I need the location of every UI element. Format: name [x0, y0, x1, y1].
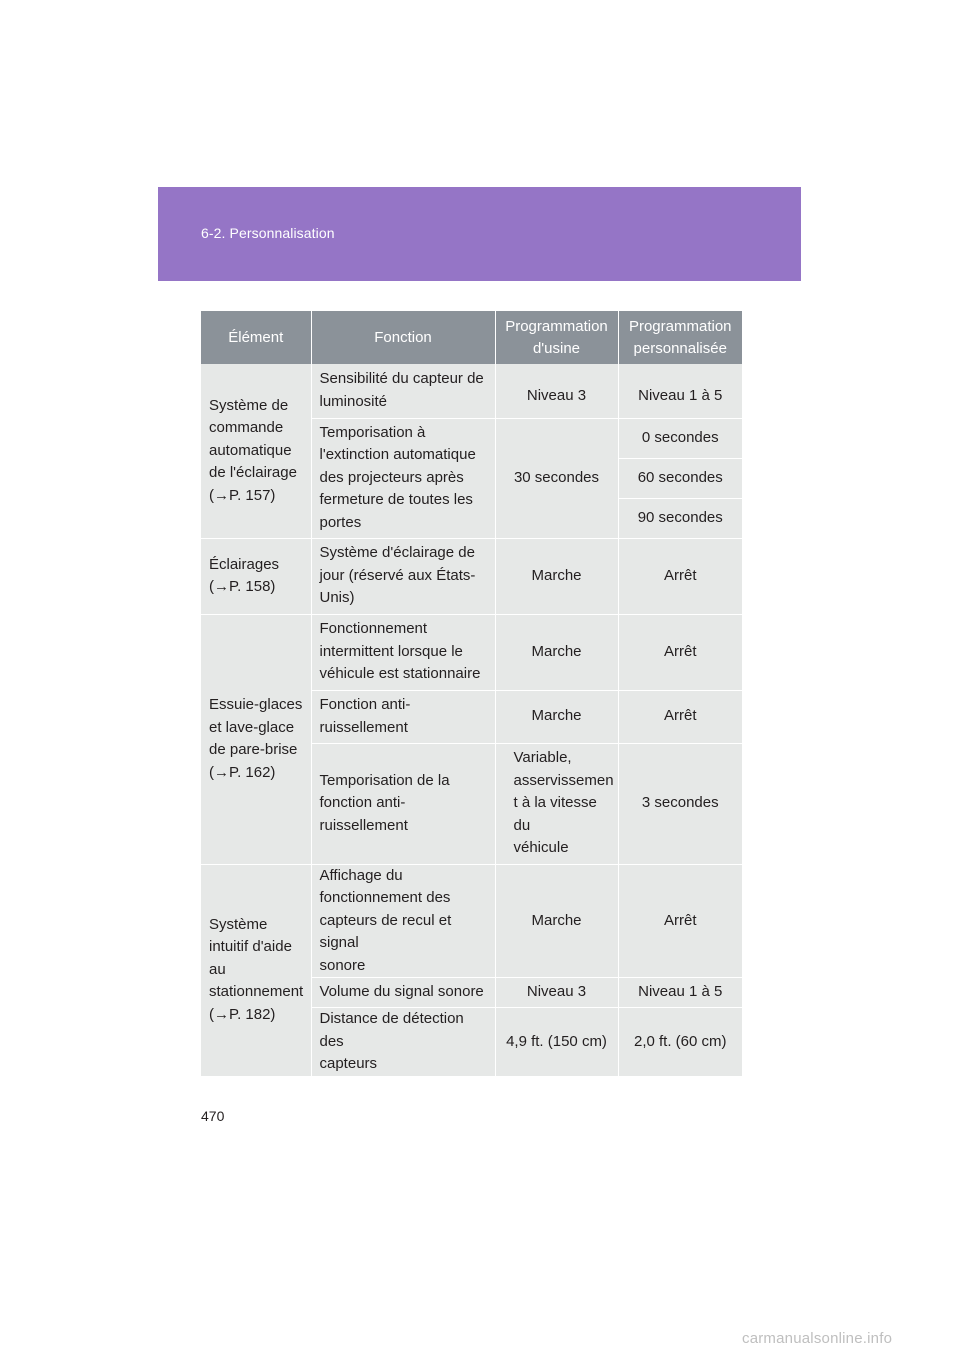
factory-cell: Marche	[495, 538, 618, 614]
function-cell: Temporisation à l'extinction automatique des projecteurs après fermeture de toutes les portes	[311, 418, 495, 538]
factory-cell: Niveau 3	[495, 364, 618, 418]
element-cell: Système intuitif d'aide au stationnement (→P. 182)	[201, 864, 311, 1076]
function-cell: Distance de détection des capteurs	[311, 1008, 495, 1077]
header-element: Élément	[201, 311, 311, 364]
element-cell: Éclairages (→P. 158)	[201, 538, 311, 614]
custom-cell: 3 secondes	[618, 743, 742, 864]
custom-cell: Arrêt	[618, 864, 742, 978]
custom-cell: 60 secondes	[618, 458, 742, 498]
custom-cell: Niveau 1 à 5	[618, 978, 742, 1008]
factory-cell: 4,9 ft. (150 cm)	[495, 1008, 618, 1077]
function-cell: Volume du signal sonore	[311, 978, 495, 1008]
function-cell: Système d'éclairage de jour (réservé aux États- Unis)	[311, 538, 495, 614]
factory-cell: Marche	[495, 864, 618, 978]
factory-cell: Niveau 3	[495, 978, 618, 1008]
page-number: 470	[201, 1108, 225, 1124]
factory-cell: Marche	[495, 690, 618, 743]
custom-cell: 90 secondes	[618, 498, 742, 538]
header-custom-setting: Programmation personnalisée	[618, 311, 742, 364]
table-row	[201, 614, 742, 690]
custom-cell: Arrêt	[618, 614, 742, 690]
custom-cell: 2,0 ft. (60 cm)	[618, 1008, 742, 1077]
function-cell: Fonction anti- ruissellement	[311, 690, 495, 743]
factory-cell: Variable, asservissemen t à la vitesse du véhicule	[495, 743, 618, 864]
personalization-table	[201, 311, 742, 1077]
custom-cell: 0 secondes	[618, 418, 742, 458]
custom-cell: Arrêt	[618, 690, 742, 743]
function-cell: Temporisation de la fonction anti- ruissellement	[311, 743, 495, 864]
section-title: 6-2. Personnalisation	[201, 225, 335, 241]
factory-cell: Marche	[495, 614, 618, 690]
custom-cell: Arrêt	[618, 538, 742, 614]
header-factory-setting: Programmation d'usine	[495, 311, 618, 364]
factory-cell: 30 secondes	[495, 418, 618, 538]
element-cell: Essuie-glaces et lave-glace de pare-brise (→P. 162)	[201, 614, 311, 864]
custom-cell: Niveau 1 à 5	[618, 364, 742, 418]
table-row	[201, 864, 742, 978]
element-cell: Système de commande automatique de l'éclairage (→P. 157)	[201, 364, 311, 538]
table-row	[201, 364, 742, 418]
function-cell: Sensibilité du capteur de luminosité	[311, 364, 495, 418]
table-row	[201, 538, 742, 614]
function-cell: Fonctionnement intermittent lorsque le véhicule est stationnaire	[311, 614, 495, 690]
header-function: Fonction	[311, 311, 495, 364]
function-cell: Affichage du fonctionnement des capteurs de recul et signal sonore	[311, 864, 495, 978]
table-header-row	[201, 311, 742, 364]
section-header-band	[158, 187, 801, 281]
watermark-text: carmanualsonline.info	[742, 1330, 893, 1347]
